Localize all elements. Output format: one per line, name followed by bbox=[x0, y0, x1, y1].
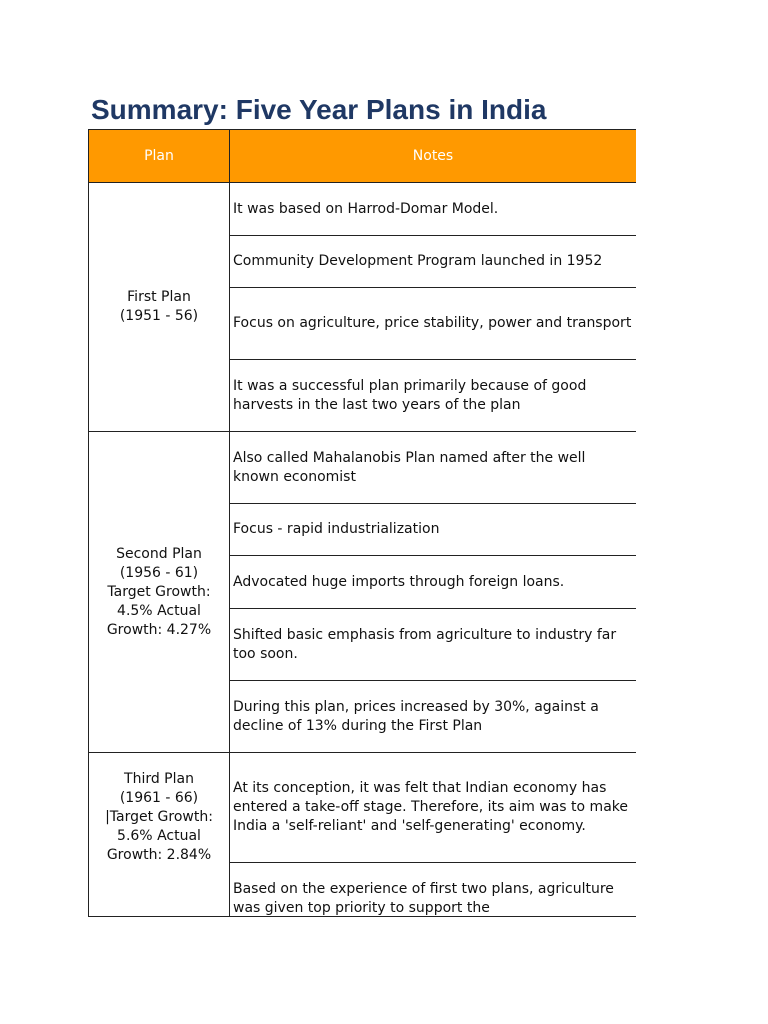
note-cell: Focus on agriculture, price stability, power and transport bbox=[230, 288, 637, 360]
page-title: Summary: Five Year Plans in India bbox=[91, 94, 547, 125]
header-plan: Plan bbox=[89, 130, 230, 183]
table-row bbox=[89, 183, 637, 236]
note-cell: Focus - rapid industrialization bbox=[230, 504, 637, 556]
plan-cell-second bbox=[89, 432, 230, 753]
note-cell: At its conception, it was felt that Indian economy has entered a take-off stage. Therefore, its aim was to make India a 'self-reliant' and 'self-generating' economy. bbox=[230, 753, 637, 863]
note-cell: Advocated huge imports through foreign loans. bbox=[230, 556, 637, 609]
table-row bbox=[89, 753, 637, 863]
plan-name: Third Plan (1961 - 66) |Target Growth: 5.6% Actual Growth: 2.84% bbox=[105, 771, 213, 863]
note-cell: It was a successful plan primarily because of good harvests in the last two years of the plan bbox=[230, 360, 637, 432]
note-cell: During this plan, prices increased by 30%, against a decline of 13% during the First Plan bbox=[230, 681, 637, 753]
plans-table-container bbox=[88, 129, 636, 917]
header-notes: Notes bbox=[230, 130, 637, 183]
note-cell: Also called Mahalanobis Plan named after the well known economist bbox=[230, 432, 637, 504]
plans-table bbox=[88, 129, 636, 917]
table-row bbox=[89, 432, 637, 504]
plan-name: First Plan (1951 - 56) bbox=[119, 289, 199, 324]
plan-name: Second Plan (1956 - 61) Target Growth: 4.5% Actual Growth: 4.27% bbox=[106, 545, 212, 638]
plan-cell-first bbox=[89, 183, 230, 432]
note-cell: Shifted basic emphasis from agriculture to industry far too soon. bbox=[230, 609, 637, 681]
plan-cell-third bbox=[89, 753, 230, 918]
note-cell: It was based on Harrod-Domar Model. bbox=[230, 183, 637, 236]
table-header-row bbox=[89, 130, 637, 183]
note-cell: Based on the experience of first two plans, agriculture was given top priority to support the bbox=[230, 863, 637, 918]
note-cell: Community Development Program launched in 1952 bbox=[230, 236, 637, 288]
